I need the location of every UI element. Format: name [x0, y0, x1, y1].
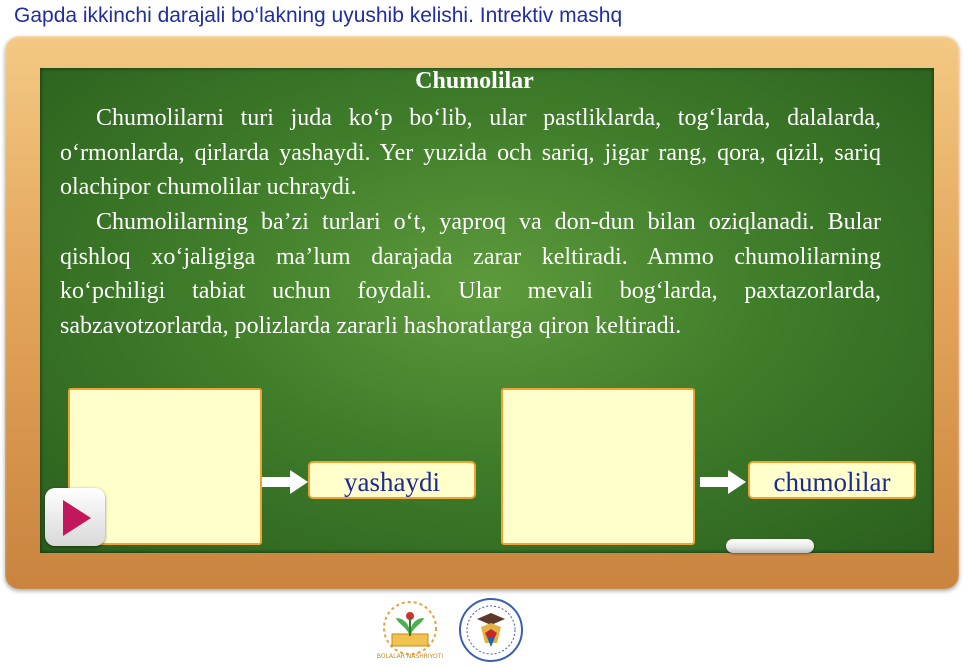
answer-drop-box-2[interactable]	[501, 388, 695, 545]
text-paragraph-1: Chumolilarni turi juda ko‘p bo‘lib, ular pastliklarda, tog‘larda, dalalarda, o‘rmonlarda, qirlarda yashaydi. Yer yuzida och sariq, jigar rang, qora, qizil, sariq olachipor chumolilar uchraydi.	[60, 105, 881, 200]
text-title: Chumolilar	[415, 68, 534, 94]
page-title: Gapda ikkinchi darajali bo‘lakning uyushib kelishi. Intrektiv mashq	[14, 4, 623, 27]
university-seal-logo	[457, 597, 525, 663]
publisher-logo-caption: BOLALAR NASHRIYOTI	[376, 653, 444, 660]
target-word-box-1: yashaydi	[308, 461, 476, 499]
publisher-logo-left	[376, 596, 444, 664]
chalk-piece	[726, 539, 814, 553]
play-icon	[59, 498, 93, 538]
play-button[interactable]	[45, 488, 105, 546]
target-word-box-2: chumolilar	[748, 461, 916, 499]
arrow-right-icon	[700, 470, 746, 494]
text-paragraph-2: Chumolilarning ba’zi turlari o‘t, yaproq va don-dun bilan oziqlanadi. Bular qishloq xo‘jaligiga ma’lum darajada zarar keltiradi. Ammo chumolilarning ko‘pchiligi tabiat uchun foydali. Ular mevali bog‘larda, paxtazorlarda, sabzavotzorlarda, polizlarda zararli hashoratlarga qiron keltiradi.	[60, 209, 881, 339]
arrow-right-icon	[262, 470, 308, 494]
